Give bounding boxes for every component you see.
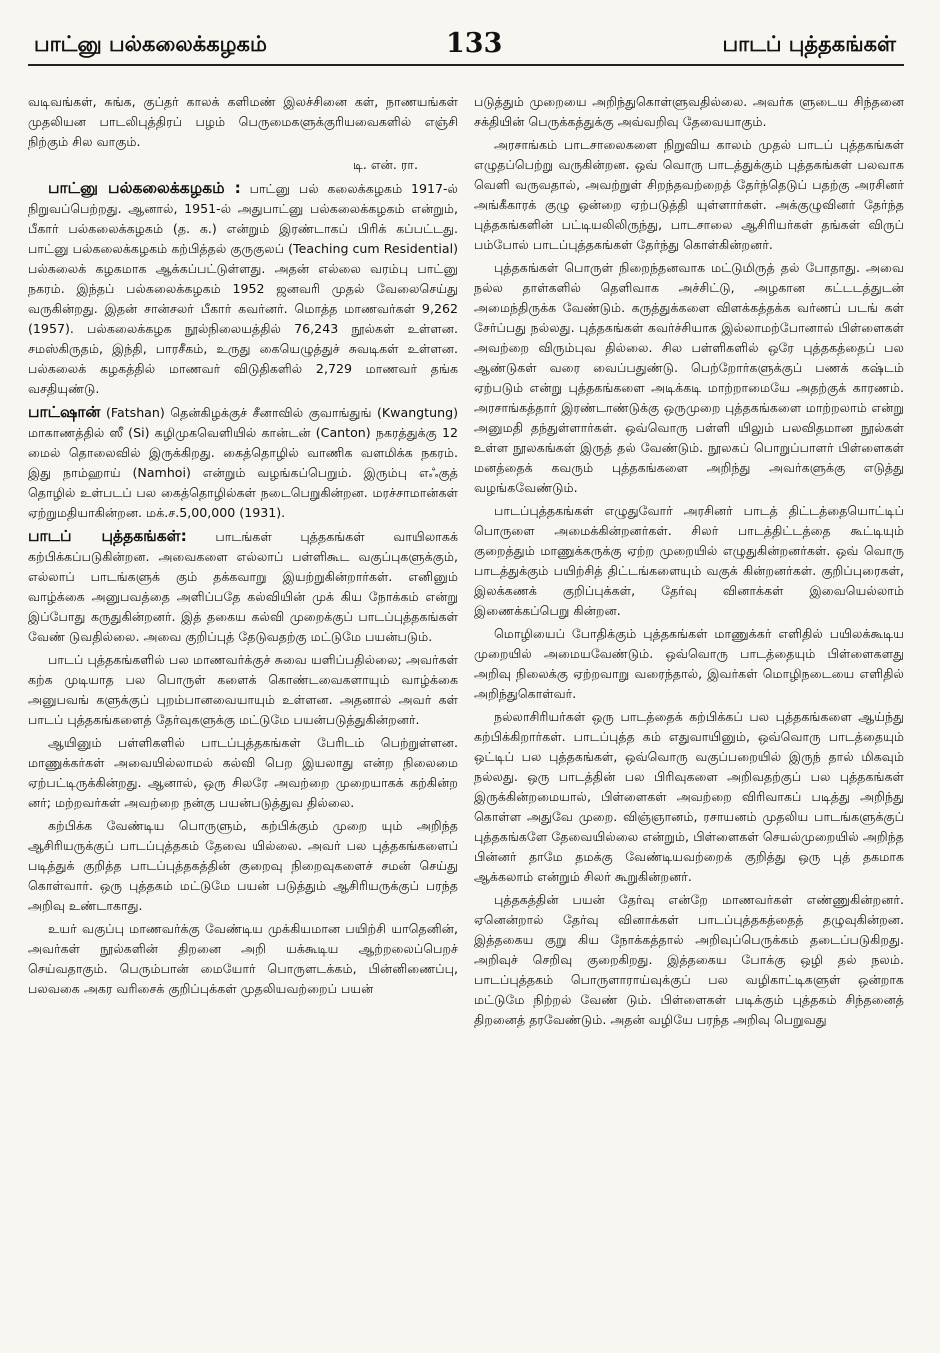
left-column [28, 92, 458, 1333]
paragraph: பாடப்புத்தகங்கள் எழுதுவோர் அரசினர் பாடத் திட்டத்தையொட்டிப் பொருளை அமைக்கின்றனர்கள். சிலர் பாடத்திட்டத்தை கூட்டியும் குறைத்தும் மாணுக்கருக்கு ஏற்ற முறையில் எழுதுகின்றனர்கள். ஒவ் வொரு பாடத்துக்கும் பயிற்சித் திட்டங்களையும் வகுக் கின்றனர்கள். குறிப்புரைகள், இலக்கணக் குறிப்புக்கள், தேர்வு வினாக்கள் இவையெல்லாம் இணைக்கப்பெறு கின்றன. [474, 503, 904, 618]
paragraph: உயர் வகுப்பு மாணவர்க்கு வேண்டிய முக்கியமான பயிற்சி யாதெனின், அவர்கள் நூல்களின் திறனை அறி யக்கூடிய ஆற்றலைப்பெறச் செய்வதாகும். பெரும்பான் மையோர் பொருளடக்கம், பின்னிணைப்பு, பலவகை அகர வரிசைக் குறிப்புக்கள் முதலியவற்றைப் பயன் [28, 921, 458, 996]
paragraph: நல்லாசிரியர்கள் ஒரு பாடத்தைக் கற்பிக்கப் பல புத்தகங்களை ஆய்ந்து கற்பிக்கிறார்கள். பாடப்புத்த கம் எதுவாயினும், ஒவ்வொரு பாடத்தையும் ஒட்டிப் பல புத்தகங்கள், ஒவ்வொரு வகுப்பறையில் இருந் தால் மிகவும் நல்லது. ஒரு பாடத்தின் பல பிரிவுகளை அறிவதற்குப் பல புத்தகங்கள் இருக்கின்றமையால், பிள்ளைகள் அவற்றை விரிவாகப் படித்து அறிந்து கொள்ள அதுவே முறை. விஞ்ஞானம், ரசாயனம் முதலிய பாடங்களுக்குப் புத்தகங்களே தேவையில்லை என்றும், பிள்ளைகள் செயல்முறையில் அறிந்த பின்னர் தாமே தமக்கு வேண்டியவற்றைக் குறித்து ஒரு புத் தகமாக ஆக்கலாம் என்றும் சிலர் கூறுகின்றனர். [474, 709, 904, 884]
paragraph: புத்தகத்தின் பயன் தேர்வு என்றே மாணவர்கள் எண்ணுகின்றனர். ஏனென்றால் தேர்வு வினாக்கள் பாடப்புத்தகத்தைத் தழுவுகின்றன. இத்தகைய குறு கிய நோக்கத்தால் அறிவுப்பெருக்கம் தடைப்படுகிறது. அறிவுச் செறிவு குறைகிறது. இத்தகைய போக்கு ஒழி தல் நலம். பாடப்புத்தகம் பொருளாராய்வுக்குப் பல வழிகாட்டிகளுள் ஒன்றாக மட்டுமே நிற்றல் வேண் டும். பிள்ளைகள் படிக்கும் புத்தகம் சிந்தனைத் திறனைத் தரவேண்டும். அதன் வழியே பரந்த அறிவு பெறுவது [474, 892, 904, 1027]
paragraph: பாடப் புத்தகங்களில் பல மாணவர்க்குச் சுவை யளிப்பதில்லை; அவர்கள் கற்க முடியாத பல பொருள் களைக் கொண்டவைகளாயும் வாழ்க்கை அனுபவங் களுக்குப் புறம்பானவையாயும் உள்ளன. அதனால் அவர் கள் பாடப் புத்தகங்களைத் தேர்வுகளுக்கு மட்டுமே பயன்படுத்துகின்றனர். [28, 652, 458, 727]
entry-patna [28, 178, 458, 399]
paragraph: புத்தகங்கள் பொருள் நிறைந்தனவாக மட்டுமிருத் தல் போதாது. அவை நல்ல தாள்களில் தெளிவாக அச்சிட்டு, அழகான கட்டடத்துடன் அமைந்திருக்க வேண்டும். கருத்துக்களை விளக்கத்தக்க வர்ணப் படங் கள் சேர்ப்பது நல்லது. புத்தகங்கள் கவர்ச்சியாக இல்லாமற்போனால் பிள்ளைகள் அவற்றை விரும்புவ தில்லை. சில பள்ளிகளில் ஒரே புத்தகத்தைப் பல ஆண்டுகள் வரை வைப்பதுண்டு. பெற்றோர்களுக்குப் பணக் கஷ்டம் ஏற்படும் என்று புத்தகங்களை அடிக்கடி மாற்றாமையே அதற்குக் காரணம். அரசாங்கத்தார் இரண்டாண்டுக்கு ஒருமுறை புத்தகங்களை மாற்றலாம் என்று அனுமதி தந்துள்ளார்கள். ஒவ்வொரு பள்ளி யிலும் பலவிதமான நூல்கள் உள்ள நூலகங்கள் இருத் தல் வேண்டும். நூலகப் பொறுப்பாளர் பிள்ளைகள் மனத்தைக் கவரும் புத்தகங்களை அறிந்து அவர்களுக்கு எடுத்து வழங்கவேண்டும். [474, 260, 904, 495]
entry-fatshan [28, 402, 458, 523]
entry-text-textbooks: பாடங்கள் புத்தகங்கள் வாயிலாகக் கற்பிக்கப்படுகின்றன. அவைகளை எல்லாப் பள்ளிகூட வகுப்புகளுக்கும், எல்லாப் பாடங்களுக் கும் தக்கவாறு இயற்றுகின்றார்கள். எனினும் வாழ்க்கை அனுபவத்தை அளிப்பதே கல்வியின் முக் கிய நோக்கம் என்று இப்போது கருதுகின்றனர். இத் தகைய கல்வி முறைக்குப் பாடப்புத்தகங்கள் வேண் டுவதில்லை. அவை குறிப்புத் தேடுவதற்கு மட்டுமே பயன்படும். [28, 529, 458, 644]
paragraph: ஆயினும் பள்ளிகளில் பாடப்புத்தகங்கள் பேரிடம் பெற்றுள்ளன. மாணுக்கர்கள் அவையில்லாமல் கல்வி பெற இயலாது என்ற நிலைமை ஏற்பட்டிருக்கின்றது. ஆனால், ஒரு சிலரே அவற்றை முறையாகக் கற்கின்ற னர்; மற்றவர்கள் அவற்றை நன்கு பயன்படுத்துவ தில்லை. [28, 735, 458, 810]
entry-text-patna: பாட்னு பல் கலைக்கழகம் 1917-ல் நிறுவப்பெற்றது. ஆனால், 1951-ல் அதுபாட்னு பல்கலைக்கழகம் என்றும், பீகார் பல்கலைக்கழகம் (த. க.) என்றும் இரண்டாகப் பிரிக் கப்பட்டது. பாட்னு பல்கலைக்கழகம் கற்பித்தல் குருகுலப் (Teaching cum Residential) பல்கலைக் கழகமாக ஆக்கப்பட்டுள்ளது. அதன் எல்லை வரம்பு பாட்னு நகரம். இந்தப் பல்கலைக்கழகம் 1952 ஜனவரி முதல் வேலைசெய்து வருகின்றது. இதன் சான்சலர் பீகார் கவர்னர். மொத்த மாணவர்கள் 9,262 (1957). பல்கலைக்கழக நூல்நிலையத்தில் 76,243 நூல்கள் உள்ளன. சமஸ்கிருதம், இந்தி, பாரசீகம், உருது கையெழுத்துச் சுவடிகள் உள்ளன. பல்கலைக் கழகத்தில் மாணவர் விடுதிகளில் 2,729 மாணவர் தங்க வசதியுண்டு. [28, 181, 458, 396]
paragraph: படுத்தும் முறையை அறிந்துகொள்ளுவதில்லை. அவர்க ளுடைய சிந்தனை சக்தியின் பெருக்கத்துக்கு அவ்வறிவு தேவையாகும். [474, 94, 904, 129]
entry-heading-textbooks: பாடப் புத்தகங்கள்: [28, 527, 187, 545]
entry-text-fatshan: (Fatshan) தென்கிழக்குச் சீனாவில் குவாங்துங் (Kwangtung) மாகாணத்தில் ஸீ (Si) கழிமுகவெளியில் கான்டன் (Canton) நகரத்துக்கு 12 மைல் தொலைவில் இருக்கிறது. கைத்தொழில் வாணிக வளமிக்க நகரம். இது நாம்ஹாய் (Namhoi) என்றும் வழங்கப்பெறும். இரும்பு எஃகுத் தொழில் உள்படப் பல கைத்தொழில்கள் நடைபெறுகின்றன. மரச்சாமான்கள் ஏற்றுமதியாகின்றன. மக்.ச.5,00,000 (1931). [28, 405, 458, 520]
right-column [474, 92, 904, 1333]
entry-textbooks [28, 526, 458, 647]
entry-heading-patna: பாட்னு பல்கலைக்கழகம் : [48, 179, 241, 197]
page-header [28, 28, 904, 66]
entry-heading-fatshan: பாட்ஷான் [28, 403, 101, 421]
running-head-left: பாட்னு பல்கலைக்கழகம் [34, 32, 267, 56]
paragraph: அரசாங்கம் பாடசாலைகளை நிறுவிய காலம் முதல் பாடப் புத்தகங்கள் எழுதப்பெற்று வருகின்றன. ஒவ் வொரு பாடத்துக்கும் புத்தகங்கள் பலவாக வெளி வருவதால், அவற்றுள் சிறந்தவற்றைத் தேர்ந்தெடுப் பதற்கு அரசினர் அங்கீகாரக் குழு ஒன்றை ஏற்படுத்தி யுள்ளார்கள். அக்குழுவினர் தேர்ந்த புத்தகங்களின் பட்டியலிலிருந்து, பாடசாலை ஆசிரியர்கள் தங்கள் விருப் பம்போல் பாடப்புத்தகங்கள் தேர்ந்து கொள்கின்றனர். [474, 137, 904, 252]
paragraph: மொழியைப் போதிக்கும் புத்தகங்கள் மாணுக்கர் எளிதில் பயிலக்கூடிய முறையில் அமையவேண்டும். ஒவ்வொரு பாடத்தையும் பிள்ளைகளது அறிவு நிலைக்கு ஏற்றவாறு வரைந்தால், இவர்கள் மொழிநடையை எளிதில் அறிந்துகொள்வர். [474, 626, 904, 701]
intro-paragraph: வடிவங்கள், சுங்க, குப்தர் காலக் களிமண் இலச்சினை கள், நாணயங்கள் முதலியன பாடலிபுத்திரப் பழம் பெருமைகளுக்குரியவைகளில் எஞ்சி நிற்கும் சில வாகும். [28, 94, 458, 149]
running-head-right: பாடப் புத்தகங்கள் [722, 32, 896, 56]
paragraph: கற்பிக்க வேண்டிய பொருளும், கற்பிக்கும் முறை யும் அறிந்த ஆசிரியருக்குப் பாடப்புத்தகம் தேவை யில்லை. அவர் பல புத்தகங்களைப் படித்துக் குறித்த பாடப்புத்தகத்தின் குறைவு நிறைவுகளைச் சமன் செய்து கொள்வார். ஒரு புத்தகம் மட்டுமே பயன் படுத்தும் ஆசிரியருக்குப் பரந்த அறிவு உண்டாகாது. [28, 818, 458, 913]
author-signature: டி. என். ரா. [352, 157, 418, 172]
page-number: 133 [446, 28, 503, 59]
text-columns [28, 92, 904, 1333]
